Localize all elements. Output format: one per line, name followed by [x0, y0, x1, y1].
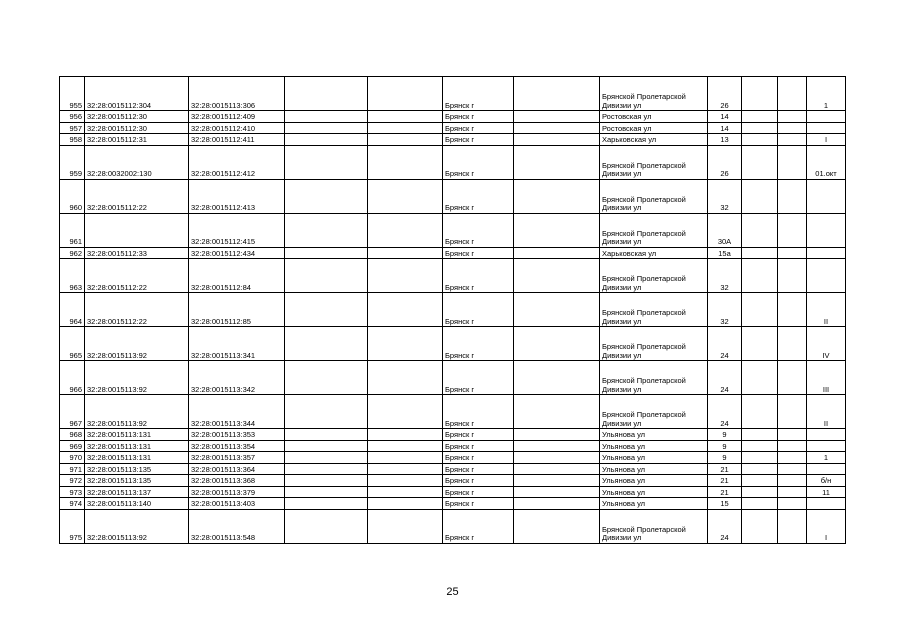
empty-cell	[778, 395, 807, 429]
house-number-cell: 30А	[708, 213, 742, 247]
table-row	[60, 77, 846, 111]
empty-cell	[368, 486, 443, 498]
cadastral-number-cell: 32:28:0015113:92	[85, 509, 189, 543]
empty-cell	[514, 122, 600, 134]
empty-cell	[285, 213, 368, 247]
object-cadastral-number-cell: 32:28:0015113:353	[189, 429, 285, 441]
empty-cell	[778, 327, 807, 361]
empty-cell	[778, 440, 807, 452]
empty-cell	[742, 134, 778, 146]
apartment-number-cell: IV	[807, 327, 846, 361]
empty-cell	[514, 440, 600, 452]
row-number-cell: 961	[60, 213, 85, 247]
object-cadastral-number-cell: 32:28:0015112:413	[189, 179, 285, 213]
house-number-cell: 9	[708, 429, 742, 441]
empty-cell	[778, 259, 807, 293]
table-row	[60, 293, 846, 327]
empty-cell	[368, 179, 443, 213]
apartment-number-cell	[807, 179, 846, 213]
cadastral-number-cell: 32:28:0015112:22	[85, 293, 189, 327]
empty-cell	[742, 259, 778, 293]
apartment-number-cell	[807, 259, 846, 293]
table-row	[60, 134, 846, 146]
city-cell: Брянск г	[443, 486, 514, 498]
empty-cell	[514, 498, 600, 510]
empty-cell	[285, 509, 368, 543]
cadastral-number-cell: 32:28:0015113:92	[85, 361, 189, 395]
empty-cell	[368, 509, 443, 543]
empty-cell	[778, 486, 807, 498]
object-cadastral-number-cell: 32:28:0015113:364	[189, 463, 285, 475]
row-number-cell: 970	[60, 452, 85, 464]
table-row	[60, 259, 846, 293]
row-number-cell: 975	[60, 509, 85, 543]
empty-cell	[778, 111, 807, 123]
street-cell: Брянской Пролетарской Дивизии ул	[600, 327, 708, 361]
object-cadastral-number-cell: 32:28:0015112:84	[189, 259, 285, 293]
house-number-cell: 32	[708, 259, 742, 293]
street-cell: Брянской Пролетарской Дивизии ул	[600, 509, 708, 543]
city-cell: Брянск г	[443, 134, 514, 146]
empty-cell	[742, 145, 778, 179]
empty-cell	[285, 179, 368, 213]
empty-cell	[285, 77, 368, 111]
street-cell: Ульянова ул	[600, 429, 708, 441]
empty-cell	[778, 429, 807, 441]
empty-cell	[778, 134, 807, 146]
empty-cell	[368, 395, 443, 429]
empty-cell	[778, 247, 807, 259]
empty-cell	[742, 475, 778, 487]
table-row	[60, 145, 846, 179]
house-number-cell: 24	[708, 361, 742, 395]
apartment-number-cell	[807, 213, 846, 247]
object-cadastral-number-cell: 32:28:0015113:403	[189, 498, 285, 510]
row-number-cell: 966	[60, 361, 85, 395]
apartment-number-cell	[807, 463, 846, 475]
house-number-cell: 26	[708, 77, 742, 111]
apartment-number-cell	[807, 440, 846, 452]
street-cell: Брянской Пролетарской Дивизии ул	[600, 293, 708, 327]
empty-cell	[742, 486, 778, 498]
empty-cell	[368, 293, 443, 327]
empty-cell	[742, 327, 778, 361]
empty-cell	[778, 213, 807, 247]
house-number-cell: 9	[708, 452, 742, 464]
apartment-number-cell: 1	[807, 77, 846, 111]
street-cell: Брянской Пролетарской Дивизии ул	[600, 213, 708, 247]
object-cadastral-number-cell: 32:28:0015113:354	[189, 440, 285, 452]
table-row	[60, 361, 846, 395]
empty-cell	[514, 395, 600, 429]
empty-cell	[368, 213, 443, 247]
empty-cell	[778, 452, 807, 464]
street-cell: Ростовская ул	[600, 111, 708, 123]
object-cadastral-number-cell: 32:28:0015113:341	[189, 327, 285, 361]
row-number-cell: 955	[60, 77, 85, 111]
empty-cell	[368, 259, 443, 293]
cadastral-number-cell: 32:28:0015112:31	[85, 134, 189, 146]
object-cadastral-number-cell: 32:28:0015112:434	[189, 247, 285, 259]
apartment-number-cell: 1	[807, 452, 846, 464]
cadastral-number-cell: 32:28:0015113:92	[85, 395, 189, 429]
empty-cell	[514, 145, 600, 179]
empty-cell	[368, 145, 443, 179]
cadastral-number-cell: 32:28:0015113:137	[85, 486, 189, 498]
row-number-cell: 958	[60, 134, 85, 146]
city-cell: Брянск г	[443, 327, 514, 361]
cadastral-number-cell: 32:28:0015112:22	[85, 259, 189, 293]
city-cell: Брянск г	[443, 122, 514, 134]
apartment-number-cell: III	[807, 361, 846, 395]
empty-cell	[368, 440, 443, 452]
empty-cell	[285, 395, 368, 429]
apartment-number-cell: I	[807, 509, 846, 543]
empty-cell	[742, 77, 778, 111]
row-number-cell: 956	[60, 111, 85, 123]
empty-cell	[285, 475, 368, 487]
empty-cell	[742, 111, 778, 123]
empty-cell	[514, 293, 600, 327]
table-row	[60, 498, 846, 510]
empty-cell	[514, 452, 600, 464]
empty-cell	[514, 361, 600, 395]
street-cell: Брянской Пролетарской Дивизии ул	[600, 361, 708, 395]
city-cell: Брянск г	[443, 247, 514, 259]
table-row	[60, 179, 846, 213]
empty-cell	[742, 509, 778, 543]
empty-cell	[514, 475, 600, 487]
table-row	[60, 475, 846, 487]
empty-cell	[285, 429, 368, 441]
object-cadastral-number-cell: 32:28:0015112:409	[189, 111, 285, 123]
street-cell: Харьковская ул	[600, 134, 708, 146]
row-number-cell: 959	[60, 145, 85, 179]
apartment-number-cell: II	[807, 395, 846, 429]
city-cell: Брянск г	[443, 77, 514, 111]
cadastral-number-cell: 32:28:0015113:131	[85, 429, 189, 441]
house-number-cell: 13	[708, 134, 742, 146]
empty-cell	[514, 247, 600, 259]
apartment-number-cell	[807, 122, 846, 134]
empty-cell	[514, 429, 600, 441]
empty-cell	[742, 498, 778, 510]
object-cadastral-number-cell: 32:28:0015113:548	[189, 509, 285, 543]
city-cell: Брянск г	[443, 498, 514, 510]
city-cell: Брянск г	[443, 509, 514, 543]
empty-cell	[285, 111, 368, 123]
house-number-cell: 21	[708, 463, 742, 475]
apartment-number-cell	[807, 247, 846, 259]
empty-cell	[368, 122, 443, 134]
house-number-cell: 24	[708, 327, 742, 361]
empty-cell	[285, 486, 368, 498]
city-cell: Брянск г	[443, 395, 514, 429]
empty-cell	[368, 498, 443, 510]
empty-cell	[368, 463, 443, 475]
city-cell: Брянск г	[443, 452, 514, 464]
page-number: 25	[446, 586, 459, 598]
empty-cell	[368, 327, 443, 361]
empty-cell	[778, 77, 807, 111]
street-cell: Ульянова ул	[600, 498, 708, 510]
empty-cell	[514, 179, 600, 213]
empty-cell	[285, 259, 368, 293]
row-number-cell: 974	[60, 498, 85, 510]
empty-cell	[742, 463, 778, 475]
registry-body	[60, 77, 846, 544]
empty-cell	[368, 111, 443, 123]
row-number-cell: 971	[60, 463, 85, 475]
object-cadastral-number-cell: 32:28:0015112:410	[189, 122, 285, 134]
row-number-cell: 972	[60, 475, 85, 487]
table-row	[60, 486, 846, 498]
apartment-number-cell: б/н	[807, 475, 846, 487]
empty-cell	[368, 429, 443, 441]
empty-cell	[514, 463, 600, 475]
object-cadastral-number-cell: 32:28:0015112:415	[189, 213, 285, 247]
empty-cell	[778, 463, 807, 475]
street-cell: Ульянова ул	[600, 463, 708, 475]
table-row	[60, 327, 846, 361]
empty-cell	[368, 361, 443, 395]
empty-cell	[742, 213, 778, 247]
street-cell: Брянской Пролетарской Дивизии ул	[600, 179, 708, 213]
empty-cell	[285, 293, 368, 327]
street-cell: Ростовская ул	[600, 122, 708, 134]
empty-cell	[778, 293, 807, 327]
object-cadastral-number-cell: 32:28:0015113:357	[189, 452, 285, 464]
house-number-cell: 9	[708, 440, 742, 452]
cadastral-number-cell: 32:28:0015112:22	[85, 179, 189, 213]
row-number-cell: 967	[60, 395, 85, 429]
city-cell: Брянск г	[443, 259, 514, 293]
cadastral-number-cell: 32:28:0015112:304	[85, 77, 189, 111]
empty-cell	[778, 498, 807, 510]
empty-cell	[514, 111, 600, 123]
house-number-cell: 15а	[708, 247, 742, 259]
apartment-number-cell: 11	[807, 486, 846, 498]
table-row	[60, 429, 846, 441]
house-number-cell: 26	[708, 145, 742, 179]
city-cell: Брянск г	[443, 213, 514, 247]
row-number-cell: 969	[60, 440, 85, 452]
empty-cell	[368, 247, 443, 259]
empty-cell	[742, 395, 778, 429]
empty-cell	[742, 429, 778, 441]
row-number-cell: 964	[60, 293, 85, 327]
empty-cell	[368, 452, 443, 464]
table-row	[60, 213, 846, 247]
row-number-cell: 968	[60, 429, 85, 441]
empty-cell	[742, 179, 778, 213]
table-row	[60, 247, 846, 259]
object-cadastral-number-cell: 32:28:0015112:411	[189, 134, 285, 146]
empty-cell	[514, 77, 600, 111]
object-cadastral-number-cell: 32:28:0015113:342	[189, 361, 285, 395]
house-number-cell: 15	[708, 498, 742, 510]
house-number-cell: 21	[708, 486, 742, 498]
empty-cell	[778, 179, 807, 213]
apartment-number-cell	[807, 498, 846, 510]
empty-cell	[778, 361, 807, 395]
street-cell: Брянской Пролетарской Дивизии ул	[600, 77, 708, 111]
apartment-number-cell: I	[807, 134, 846, 146]
row-number-cell: 973	[60, 486, 85, 498]
empty-cell	[514, 213, 600, 247]
empty-cell	[285, 452, 368, 464]
cadastral-number-cell: 32:28:0032002:130	[85, 145, 189, 179]
house-number-cell: 14	[708, 111, 742, 123]
empty-cell	[778, 122, 807, 134]
house-number-cell: 32	[708, 179, 742, 213]
empty-cell	[742, 247, 778, 259]
table-row	[60, 111, 846, 123]
table-row	[60, 395, 846, 429]
apartment-number-cell: 01.окт	[807, 145, 846, 179]
table-row	[60, 440, 846, 452]
cadastral-number-cell: 32:28:0015112:30	[85, 122, 189, 134]
cadastral-number-cell: 32:28:0015112:30	[85, 111, 189, 123]
empty-cell	[368, 475, 443, 487]
row-number-cell: 963	[60, 259, 85, 293]
empty-cell	[368, 134, 443, 146]
empty-cell	[514, 327, 600, 361]
empty-cell	[285, 134, 368, 146]
empty-cell	[742, 122, 778, 134]
row-number-cell: 965	[60, 327, 85, 361]
city-cell: Брянск г	[443, 361, 514, 395]
cadastral-number-cell	[85, 213, 189, 247]
cadastral-number-cell: 32:28:0015113:135	[85, 463, 189, 475]
empty-cell	[514, 134, 600, 146]
city-cell: Брянск г	[443, 463, 514, 475]
house-number-cell: 24	[708, 395, 742, 429]
row-number-cell: 962	[60, 247, 85, 259]
cadastral-number-cell: 32:28:0015113:140	[85, 498, 189, 510]
object-cadastral-number-cell: 32:28:0015112:412	[189, 145, 285, 179]
empty-cell	[285, 463, 368, 475]
cadastral-registry-table	[59, 76, 846, 544]
empty-cell	[778, 145, 807, 179]
object-cadastral-number-cell: 32:28:0015113:306	[189, 77, 285, 111]
street-cell: Ульянова ул	[600, 475, 708, 487]
table-row	[60, 122, 846, 134]
empty-cell	[285, 498, 368, 510]
city-cell: Брянск г	[443, 293, 514, 327]
empty-cell	[368, 77, 443, 111]
city-cell: Брянск г	[443, 475, 514, 487]
city-cell: Брянск г	[443, 145, 514, 179]
empty-cell	[285, 440, 368, 452]
apartment-number-cell	[807, 429, 846, 441]
house-number-cell: 32	[708, 293, 742, 327]
empty-cell	[285, 361, 368, 395]
empty-cell	[285, 247, 368, 259]
street-cell: Харьковская ул	[600, 247, 708, 259]
city-cell: Брянск г	[443, 429, 514, 441]
street-cell: Брянской Пролетарской Дивизии ул	[600, 395, 708, 429]
street-cell: Ульянова ул	[600, 452, 708, 464]
cadastral-number-cell: 32:28:0015113:135	[85, 475, 189, 487]
object-cadastral-number-cell: 32:28:0015113:344	[189, 395, 285, 429]
row-number-cell: 960	[60, 179, 85, 213]
object-cadastral-number-cell: 32:28:0015112:85	[189, 293, 285, 327]
empty-cell	[742, 293, 778, 327]
cadastral-number-cell: 32:28:0015113:131	[85, 452, 189, 464]
empty-cell	[514, 259, 600, 293]
empty-cell	[742, 361, 778, 395]
empty-cell	[514, 509, 600, 543]
row-number-cell: 957	[60, 122, 85, 134]
empty-cell	[285, 327, 368, 361]
empty-cell	[514, 486, 600, 498]
cadastral-number-cell: 32:28:0015113:131	[85, 440, 189, 452]
city-cell: Брянск г	[443, 111, 514, 123]
street-cell: Брянской Пролетарской Дивизии ул	[600, 145, 708, 179]
house-number-cell: 21	[708, 475, 742, 487]
street-cell: Ульянова ул	[600, 440, 708, 452]
empty-cell	[285, 122, 368, 134]
object-cadastral-number-cell: 32:28:0015113:379	[189, 486, 285, 498]
street-cell: Ульянова ул	[600, 486, 708, 498]
street-cell: Брянской Пролетарской Дивизии ул	[600, 259, 708, 293]
house-number-cell: 14	[708, 122, 742, 134]
cadastral-number-cell: 32:28:0015112:33	[85, 247, 189, 259]
empty-cell	[285, 145, 368, 179]
city-cell: Брянск г	[443, 179, 514, 213]
table-row	[60, 452, 846, 464]
empty-cell	[778, 509, 807, 543]
apartment-number-cell	[807, 111, 846, 123]
object-cadastral-number-cell: 32:28:0015113:368	[189, 475, 285, 487]
empty-cell	[742, 452, 778, 464]
table-row	[60, 463, 846, 475]
cadastral-number-cell: 32:28:0015113:92	[85, 327, 189, 361]
table-row	[60, 509, 846, 543]
apartment-number-cell: II	[807, 293, 846, 327]
house-number-cell: 24	[708, 509, 742, 543]
city-cell: Брянск г	[443, 440, 514, 452]
empty-cell	[778, 475, 807, 487]
empty-cell	[742, 440, 778, 452]
